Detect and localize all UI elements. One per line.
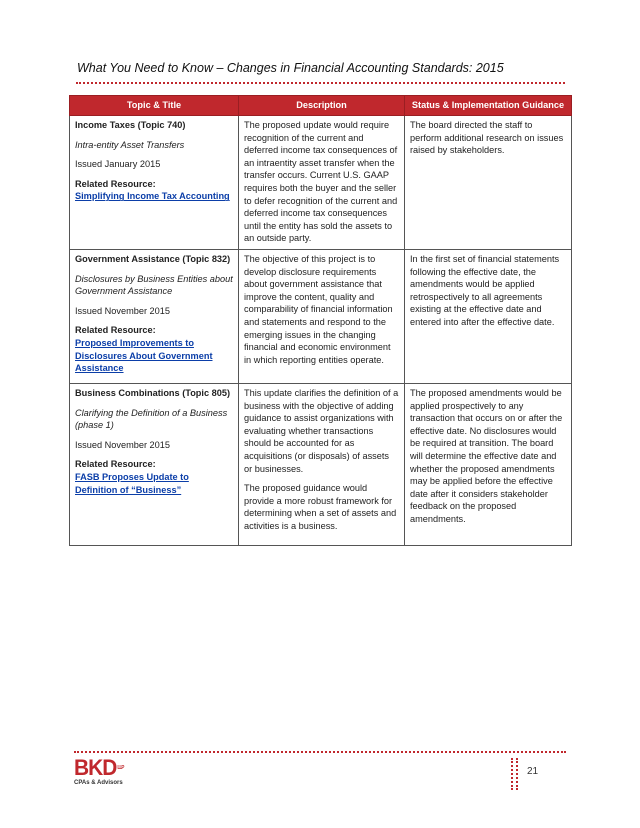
topic-subtitle: Clarifying the Definition of a Business (phase 1) bbox=[75, 407, 228, 431]
table-row bbox=[70, 116, 572, 250]
issued-date: Issued November 2015 bbox=[75, 305, 170, 316]
topic-cell bbox=[70, 116, 239, 250]
description-text: This update clarifies the definition of a business with the objective of adding guidance to assist organizations with evaluating whether transactions should be accounted for as acquisitions (or disposals) of assets or businesses. bbox=[244, 387, 399, 474]
table-row bbox=[70, 249, 572, 383]
related-resource-label: Related Resource: bbox=[75, 178, 156, 189]
status-text: In the first set of financial statements following the effective date, the amendments would be applied retrospectively to all agreements existing at the effective date and entered into after the effective date. bbox=[410, 253, 560, 327]
description-text: The proposed guidance would provide a more robust framework for determining when a set of assets and activities is a business. bbox=[244, 483, 397, 531]
description-cell bbox=[239, 249, 405, 383]
related-resource-label: Related Resource: bbox=[75, 325, 156, 336]
status-text: The board directed the staff to perform additional research on issues raised by stakeholders. bbox=[410, 120, 564, 156]
header-topic-title: Topic & Title bbox=[70, 96, 239, 116]
status-cell bbox=[405, 116, 572, 250]
header-status-guidance: Status & Implementation Guidance bbox=[405, 96, 572, 116]
topic-cell bbox=[70, 383, 239, 545]
description-text: The proposed update would require recognition of the current and deferred income tax consequences of an intraentity asset transfer when the transfer occurs. Current U.S. GAAP requires both the buyer and the seller to defer recognition of the current and deferred income tax consequences until the entity has sold the assets to an outside party. bbox=[244, 120, 398, 244]
table-header-row bbox=[70, 96, 572, 116]
topic-cell bbox=[70, 249, 239, 383]
description-cell bbox=[239, 383, 405, 545]
related-resource-link[interactable]: Proposed Improvements to Disclosures About Government Assistance bbox=[75, 337, 213, 374]
issued-date: Issued November 2015 bbox=[75, 439, 170, 450]
status-cell bbox=[405, 249, 572, 383]
status-text: The proposed amendments would be applied prospectively to any transaction that occurs on or after the effective date. No disclosures would be required at transition. The board will determine the effective date and whether the proposed amendments may be applied before the effective date after it considers stakeholder feedback on the proposed amendments. bbox=[410, 387, 563, 524]
topic-title: Income Taxes (Topic 740) bbox=[75, 120, 186, 130]
topic-subtitle: Disclosures by Business Entities about Government Assistance bbox=[75, 273, 233, 297]
footer-dotted-divider bbox=[74, 751, 566, 753]
description-text: The objective of this project is to develop disclosure requirements about government assistance that improve the content, quality and comparability of financial information and statements and respond to the emerging issues in the changing financial and economic environment in which reporting entities operate. bbox=[244, 253, 393, 365]
related-resource-link[interactable]: FASB Proposes Update to Definition of “Business” bbox=[75, 471, 189, 495]
logo-wordmark: BKD bbox=[74, 755, 117, 780]
topic-title: Government Assistance (Topic 832) bbox=[75, 253, 231, 264]
footer-vertical-dots bbox=[516, 758, 518, 790]
standards-table bbox=[69, 95, 572, 546]
status-cell bbox=[405, 383, 572, 545]
header-dotted-divider bbox=[76, 82, 565, 84]
topic-subtitle: Intra-entity Asset Transfers bbox=[75, 139, 185, 150]
footer-vertical-dots bbox=[511, 758, 513, 790]
bkd-logo bbox=[74, 757, 144, 791]
page-title: What You Need to Know – Changes in Financial Accounting Standards: 2015 bbox=[77, 61, 504, 75]
description-cell bbox=[239, 116, 405, 250]
related-resource-label: Related Resource: bbox=[75, 459, 156, 470]
topic-title: Business Combinations (Topic 805) bbox=[75, 387, 231, 398]
header-description: Description bbox=[239, 96, 405, 116]
page-number: 21 bbox=[527, 766, 539, 777]
related-resource-link[interactable]: Simplifying Income Tax Accounting bbox=[75, 191, 230, 202]
table-row bbox=[70, 383, 572, 545]
logo-llp: LLP bbox=[117, 765, 124, 771]
issued-date: Issued January 2015 bbox=[75, 159, 161, 170]
logo-tagline: CPAs & Advisors bbox=[74, 780, 123, 786]
